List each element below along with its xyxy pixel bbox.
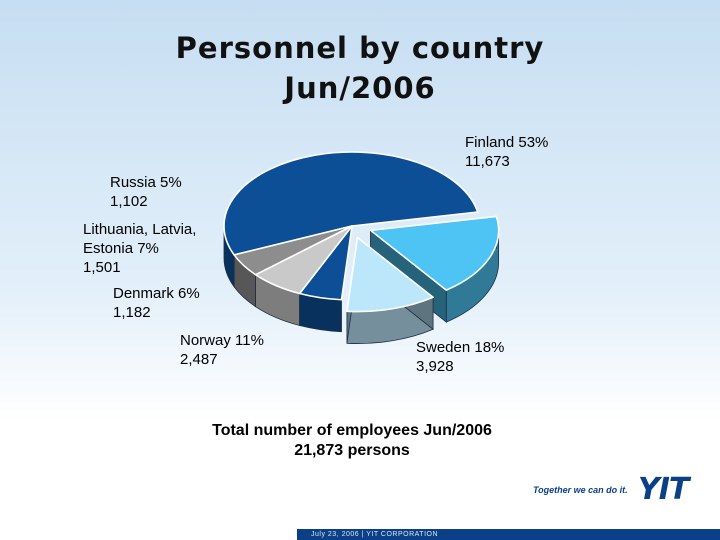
- label-denmark-value: 1,182: [113, 304, 151, 321]
- label-baltics-line1: Lithuania, Latvia,: [83, 221, 197, 238]
- title-line-2: Jun/2006: [284, 71, 436, 105]
- label-denmark: [113, 284, 200, 322]
- label-russia-value: 1,102: [110, 193, 148, 210]
- logo-brand: YIT: [638, 472, 689, 507]
- total-employees: [0, 421, 704, 461]
- label-norway: [180, 331, 264, 369]
- title-line-1: Personnel by country: [175, 31, 545, 65]
- label-finland-value: 11,673: [465, 153, 510, 170]
- total-line-2: 21,873 persons: [294, 442, 410, 459]
- label-norway-value: 2,487: [180, 351, 218, 368]
- footer-text: July 23, 2006 | YIT CORPORATION: [311, 531, 439, 538]
- label-finland-pct: Finland 53%: [465, 134, 549, 151]
- label-norway-pct: Norway 11%: [180, 332, 264, 349]
- total-line-1: Total number of employees Jun/2006: [212, 422, 492, 439]
- label-russia-pct: Russia 5%: [110, 174, 182, 191]
- label-sweden-pct: Sweden 18%: [416, 339, 505, 356]
- label-russia: [110, 173, 182, 211]
- label-baltics-pct: Estonia 7%: [83, 240, 159, 257]
- label-baltics-value: 1,501: [83, 259, 121, 276]
- label-sweden-value: 3,928: [416, 358, 454, 375]
- logo-slogan: Together we can do it.: [533, 485, 628, 495]
- footer: [0, 529, 720, 540]
- label-baltics: [83, 220, 196, 277]
- company-logo: [533, 472, 708, 507]
- label-denmark-pct: Denmark 6%: [113, 285, 200, 302]
- label-sweden: [416, 338, 504, 376]
- label-finland: [465, 133, 548, 171]
